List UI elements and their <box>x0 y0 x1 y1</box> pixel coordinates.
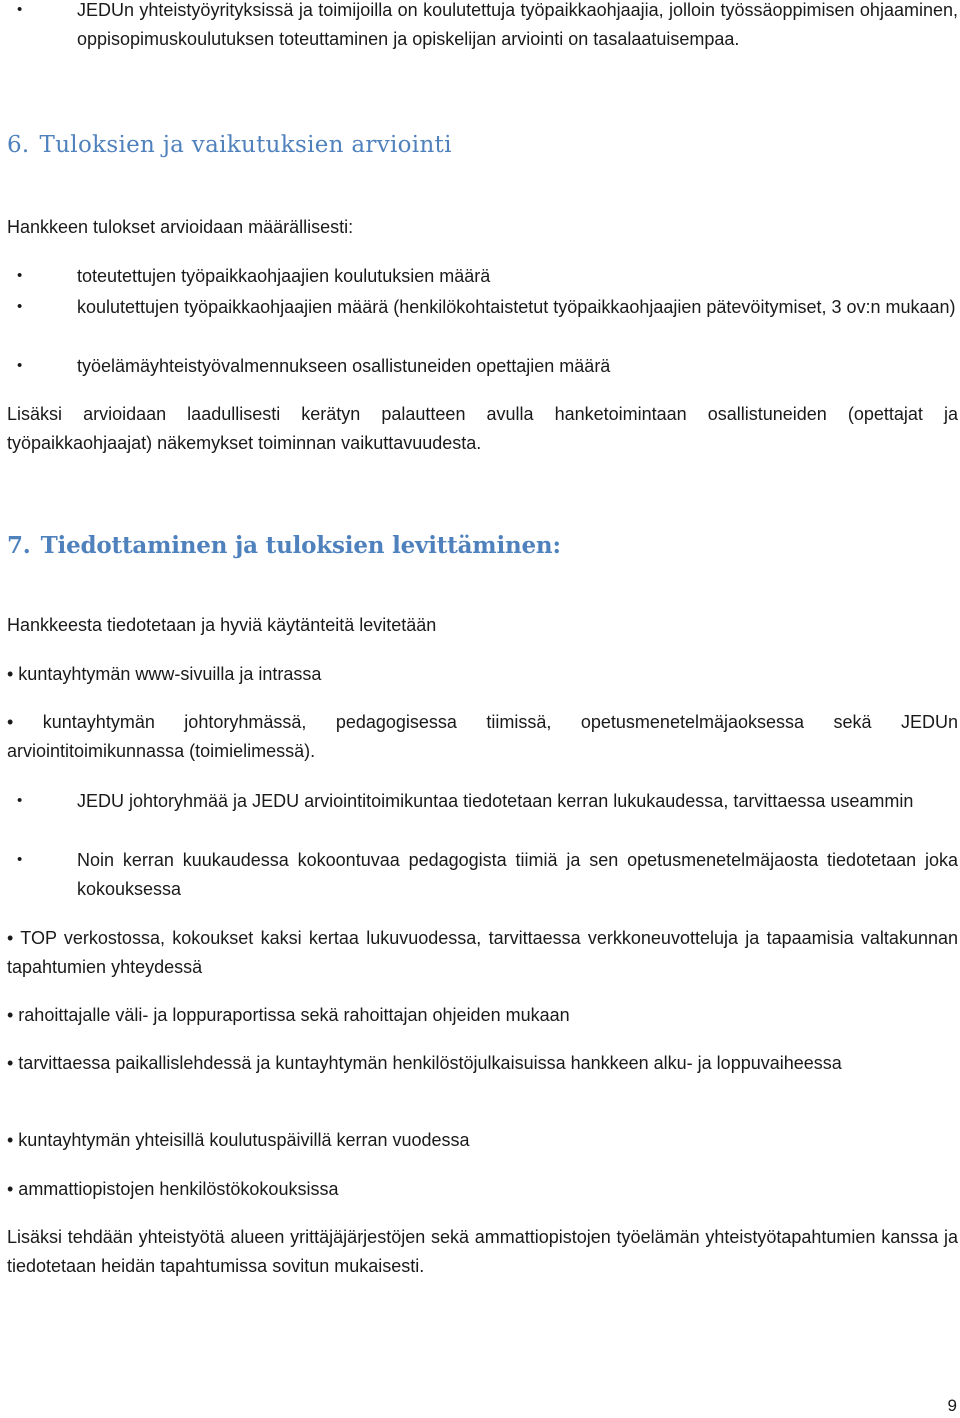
item-www: • kuntayhtymän www-sivuilla ja intrassa <box>7 664 322 684</box>
section-7-title: Tiedottaminen ja tuloksien levittäminen: <box>40 532 561 559</box>
sub-bullet-2: • Noin kerran kuukaudessa kokoontuvaa pedagogista tiimiä ja sen opetusmenetelmäjaosta tiedotetaan joka kokouksessa <box>77 846 958 903</box>
section-6-heading <box>7 132 452 158</box>
section-6-intro: Hankkeen tulokset arvioidaan määrällisesti: <box>7 217 354 237</box>
section-6-closing: Lisäksi arvioidaan laadullisesti kerätyn palautteen avulla hanketoimintaan osallistuneiden (opettajat ja työpaikkaohjaajat) näkemykset toiminnan vaikuttavuudesta. <box>7 404 958 453</box>
item-funder: • rahoittajalle väli- ja loppuraportissa sekä rahoittajan ohjeiden mukaan <box>7 1005 570 1025</box>
section-6-bullet-3: • työelämäyhteistyövalmennukseen osallistuneiden opettajien määrä <box>77 352 958 381</box>
section-7-number: 7. <box>7 532 31 559</box>
section-7-heading <box>7 532 561 559</box>
section-6-bullet-1: • toteutettujen työpaikkaohjaajien koulutuksien määrä <box>77 262 958 291</box>
item-top: • TOP verkostossa, kokoukset kaksi kertaa lukuvuodessa, tarvittaessa verkkoneuvotteluja ja tapaamisia valtakunnan tapahtumien yhteydessä <box>7 928 958 977</box>
section-7-intro: Hankkeesta tiedotetaan ja hyviä käytänteitä levitetään <box>7 615 437 635</box>
section-7-closing: Lisäksi tehdään yhteistyötä alueen yrittäjäjärjestöjen sekä ammattiopistojen työelämän yhteistyötapahtumien kanssa ja tiedotetaan heidän tapahtumissa sovitun mukaisesti. <box>7 1227 958 1276</box>
page-number: 9 <box>947 1396 957 1415</box>
section-6-title: Tuloksien ja vaikutuksien arviointi <box>39 132 452 158</box>
section-6-number: 6. <box>7 132 30 158</box>
item-meetings: • ammattiopistojen henkilöstökokouksissa <box>7 1179 339 1199</box>
item-training: • kuntayhtymän yhteisillä koulutuspäivillä kerran vuodessa <box>7 1130 470 1150</box>
bullet-top: • JEDUn yhteistyöyrityksissä ja toimijoilla on koulutettuja työpaikkaohjaajia, jolloin työssäoppimisen ohjaaminen, oppisopimuskoulutuksen toteuttaminen ja opiskelijan arviointi on tasalaatuisempaa. <box>77 0 958 53</box>
item-press: • tarvittaessa paikallislehdessä ja kuntayhtymän henkilöstöjulkaisuissa hankkeen alku- ja loppuvaiheessa <box>7 1053 842 1073</box>
section-6-bullet-2: • koulutettujen työpaikkaohjaajien määrä (henkilökohtaistetut työpaikkaohjaajien pätevöitymiset, 3 ov:n mukaan) <box>77 293 958 322</box>
sub-bullet-1: • JEDU johtoryhmää ja JEDU arviointitoimikuntaa tiedotetaan kerran lukukaudessa, tarvittaessa useammin <box>77 787 958 816</box>
item-groups: • kuntayhtymän johtoryhmässä, pedagogisessa tiimissä, opetusmenetelmäjaoksessa sekä JEDUn arviointitoimikunnassa (toimielimessä). <box>7 712 958 761</box>
